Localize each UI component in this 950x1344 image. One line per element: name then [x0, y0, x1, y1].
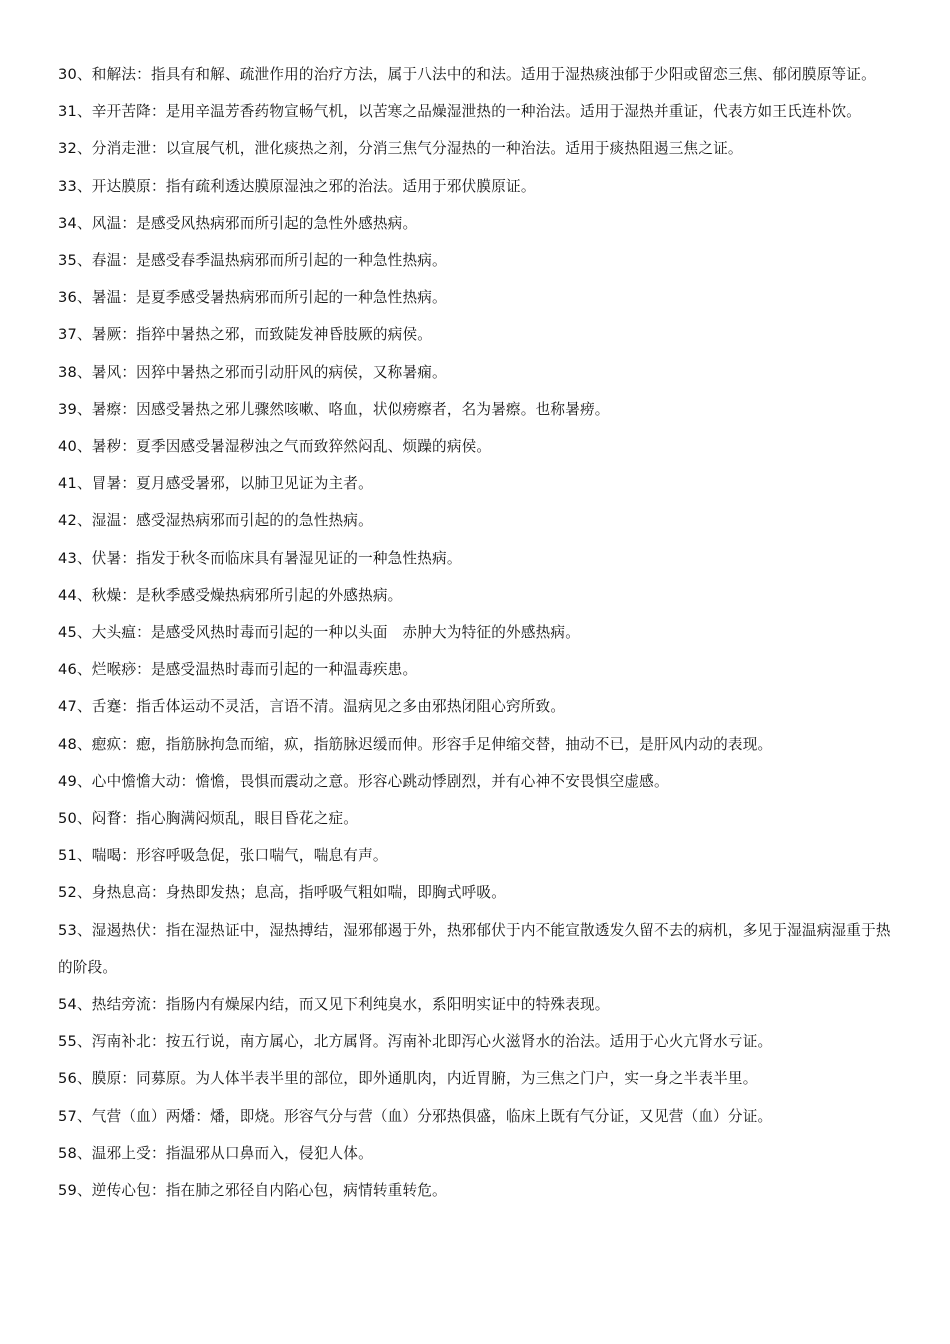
entry-term: 开达膜原	[91, 177, 151, 195]
glossary-entry	[58, 726, 898, 763]
entry-definition: 是秋季感受燥热病邪所引起的外感热病。	[136, 586, 403, 604]
entry-term: 泻南补北	[91, 1033, 151, 1051]
term-separator: ：	[150, 921, 166, 939]
term-separator: ：	[121, 512, 137, 530]
entry-term: 伏暑	[91, 549, 122, 567]
entry-term: 秋燥	[91, 586, 122, 604]
entry-definition: 指在湿热证中，湿热搏结，湿邪郁遏于外，热邪郁伏于内不能宣散透发久留不去的病机，多见于湿温病湿重于热的阶段。	[58, 921, 891, 976]
entry-definition: 按五行说，南方属心，北方属肾。泻南补北即泻心火滋肾水的治法。适用于心火亢肾水亏证。	[165, 1033, 773, 1051]
entry-number: 49	[58, 772, 77, 790]
entry-number: 41	[58, 475, 77, 493]
glossary-entry	[58, 428, 898, 465]
entry-definition: 燔，即烧。形容气分与营（血）分邪热俱盛，临床上既有气分证，又见营（血）分证。	[210, 1107, 773, 1125]
number-separator: 、	[76, 698, 92, 716]
number-separator: 、	[76, 884, 92, 902]
glossary-entry	[58, 688, 898, 725]
entry-number: 52	[58, 884, 77, 902]
number-separator: 、	[76, 177, 92, 195]
entry-definition: 指有疏利透达膜原湿浊之邪的治法。适用于邪伏膜原证。	[165, 177, 536, 195]
entry-term: 和解法	[91, 66, 137, 83]
entry-number: 37	[58, 326, 77, 344]
entry-definition: 夏季因感受暑湿秽浊之气而致猝然闷乱、烦躁的病侯。	[136, 438, 492, 456]
entry-definition: 指猝中暑热之邪，而致陡发神昏肢厥的病侯。	[136, 326, 433, 344]
glossary-entry	[58, 1098, 898, 1135]
entry-number: 47	[58, 698, 77, 716]
entry-number: 48	[58, 735, 77, 753]
entry-number: 44	[58, 586, 77, 604]
entry-number: 40	[58, 438, 77, 456]
entry-definition: 因感受暑热之邪儿骤然咳嗽、咯血，状似痨瘵者，名为暑瘵。也称暑痨。	[136, 400, 610, 418]
number-separator: 、	[76, 1070, 92, 1088]
entry-term: 暑秽	[91, 438, 122, 456]
term-separator: ：	[121, 326, 137, 344]
glossary-entry	[58, 800, 898, 837]
glossary-entry	[58, 1060, 898, 1097]
entry-term: 春温	[91, 252, 122, 270]
number-separator: 、	[76, 140, 92, 158]
entry-term: 冒暑	[91, 475, 122, 493]
entry-definition: 指温邪从口鼻而入，侵犯人体。	[165, 1144, 373, 1162]
term-separator: ：	[121, 698, 137, 716]
term-separator: ：	[136, 624, 151, 642]
document-page	[58, 56, 898, 1209]
glossary-entry	[58, 130, 898, 167]
entry-number: 54	[58, 996, 77, 1014]
entry-number: 35	[58, 252, 77, 270]
entry-definition: 因猝中暑热之邪而引动肝风的病侯，又称暑痫。	[136, 363, 447, 381]
entry-number: 34	[58, 214, 77, 232]
entry-definition: 指具有和解、疏泄作用的治疗方法，属于八法中的和法。适用于湿热痰浊郁于少阳或留恋三焦、郁闭膜原等证。	[150, 66, 876, 83]
number-separator: 、	[76, 326, 92, 344]
glossary-entry	[58, 279, 898, 316]
term-separator: ：	[121, 252, 137, 270]
number-separator: 、	[76, 103, 92, 121]
term-separator: ：	[195, 1107, 211, 1125]
term-separator: ：	[150, 1144, 166, 1162]
entry-definition: 指肠内有燥屎内结，而又见下利纯臭水，系阳明实证中的特殊表现。	[165, 996, 610, 1014]
entry-number: 33	[58, 177, 77, 195]
term-separator: ：	[121, 549, 137, 567]
entry-number: 56	[58, 1070, 77, 1088]
entry-number: 58	[58, 1144, 77, 1162]
glossary-entry	[58, 986, 898, 1023]
entry-number: 51	[58, 847, 77, 865]
glossary-entry	[58, 168, 898, 205]
term-separator: ：	[150, 996, 166, 1014]
entry-definition: 是感受春季温热病邪而所引起的一种急性热病。	[136, 252, 447, 270]
entry-number: 53	[58, 921, 77, 939]
entry-number: 39	[58, 400, 77, 418]
entry-term: 风温	[91, 214, 122, 232]
number-separator: 、	[76, 624, 92, 642]
number-separator: 、	[76, 1144, 92, 1162]
entry-definition: 指在肺之邪径自内陷心包，病情转重转危。	[165, 1182, 447, 1200]
entry-term: 温邪上受	[91, 1144, 151, 1162]
number-separator: 、	[76, 847, 92, 865]
number-separator: 、	[76, 289, 92, 307]
entry-number: 42	[58, 512, 77, 530]
glossary-entry	[58, 56, 898, 93]
entry-term: 暑风	[91, 363, 122, 381]
number-separator: 、	[76, 735, 92, 753]
entry-number: 43	[58, 549, 77, 567]
number-separator: 、	[76, 66, 92, 83]
entry-definition: 是感受温热时毒而引起的一种温毒疾患。	[150, 661, 418, 679]
number-separator: 、	[76, 512, 92, 530]
entry-term: 闷瞀	[91, 810, 122, 828]
entry-number: 45	[58, 624, 77, 642]
term-separator: ：	[121, 586, 137, 604]
entry-number: 55	[58, 1033, 77, 1051]
term-separator: ：	[150, 884, 166, 902]
entry-number: 59	[58, 1182, 77, 1200]
number-separator: 、	[76, 921, 92, 939]
glossary-entry	[58, 1172, 898, 1209]
term-separator: ：	[121, 475, 137, 493]
entry-term: 暑瘵	[91, 400, 122, 418]
glossary-entry	[58, 912, 898, 986]
number-separator: 、	[76, 214, 92, 232]
entry-definition: 形容呼吸急促，张口喘气，喘息有声。	[136, 847, 388, 865]
entry-term: 分消走泄	[91, 140, 151, 158]
entry-number: 31	[58, 103, 77, 121]
entry-definition: 是感受风热时毒而引起的一种以头面 赤肿大为特征的外感热病。	[150, 624, 580, 642]
number-separator: 、	[76, 661, 92, 679]
number-separator: 、	[76, 810, 92, 828]
entry-definition: 是夏季感受暑热病邪而所引起的一种急性热病。	[136, 289, 447, 307]
glossary-entry	[58, 354, 898, 391]
entry-term: 暑厥	[91, 326, 122, 344]
term-separator: ：	[150, 177, 166, 195]
entry-term: 舌蹇	[91, 698, 122, 716]
number-separator: 、	[76, 438, 92, 456]
glossary-entry	[58, 1023, 898, 1060]
entry-definition: 指心胸满闷烦乱，眼目昏花之症。	[136, 810, 359, 828]
glossary-entry	[58, 540, 898, 577]
term-separator: ：	[121, 847, 137, 865]
term-separator: ：	[121, 363, 137, 381]
number-separator: 、	[76, 1033, 92, 1051]
entry-definition: 夏月感受暑邪，以肺卫见证为主者。	[136, 475, 373, 493]
entry-term: 大头瘟	[91, 624, 137, 642]
glossary-entry	[58, 93, 898, 130]
glossary-entry	[58, 577, 898, 614]
entry-number: 36	[58, 289, 77, 307]
entry-definition: 身热即发热；息高，指呼吸气粗如喘，即胸式呼吸。	[165, 884, 507, 902]
entry-term: 瘛疭	[91, 735, 122, 753]
term-separator: ：	[150, 103, 166, 121]
entry-term: 膜原	[91, 1070, 122, 1088]
entry-definition: 瘛，指筋脉拘急而缩，疭，指筋脉迟缓而伸。形容手足伸缩交替，抽动不已，是肝风内动的表现。	[136, 735, 773, 753]
term-separator: ：	[180, 772, 196, 790]
number-separator: 、	[76, 586, 92, 604]
glossary-entry	[58, 874, 898, 911]
term-separator: ：	[121, 289, 137, 307]
term-separator: ：	[150, 1182, 166, 1200]
glossary-entry	[58, 242, 898, 279]
term-separator: ：	[121, 810, 137, 828]
entry-term: 热结旁流	[91, 996, 151, 1014]
number-separator: 、	[76, 475, 92, 493]
number-separator: 、	[76, 996, 92, 1014]
glossary-entry	[58, 1135, 898, 1172]
number-separator: 、	[76, 549, 92, 567]
entry-term: 辛开苦降	[91, 103, 151, 121]
term-separator: ：	[136, 66, 151, 83]
entry-definition: 指发于秋冬而临床具有暑湿见证的一种急性热病。	[136, 549, 462, 567]
number-separator: 、	[76, 1182, 92, 1200]
number-separator: 、	[76, 400, 92, 418]
entry-number: 32	[58, 140, 77, 158]
entry-number: 38	[58, 363, 77, 381]
entry-definition: 憺憺，畏惧而震动之意。形容心跳动悸剧烈，并有心神不安畏惧空虚感。	[195, 772, 669, 790]
glossary-entry	[58, 205, 898, 242]
entry-number: 30	[58, 66, 77, 83]
entry-term: 身热息高	[91, 884, 151, 902]
entry-definition: 是感受风热病邪而所引起的急性外感热病。	[136, 214, 418, 232]
entry-term: 心中憺憺大动	[91, 772, 181, 790]
term-separator: ：	[121, 1070, 137, 1088]
entry-definition: 感受湿热病邪而引起的的急性热病。	[136, 512, 373, 530]
entry-term: 烂喉痧	[91, 661, 137, 679]
term-separator: ：	[121, 214, 137, 232]
number-separator: 、	[76, 363, 92, 381]
term-separator: ：	[136, 661, 151, 679]
glossary-entry	[58, 837, 898, 874]
glossary-entry	[58, 316, 898, 353]
entry-term: 气营（血）两燔	[91, 1107, 196, 1125]
entry-definition: 是用辛温芳香药物宣畅气机，以苦寒之品燥湿泄热的一种治法。适用于湿热并重证，代表方如王氏连朴饮。	[165, 103, 862, 121]
entry-definition: 以宣展气机，泄化痰热之剂，分消三焦气分湿热的一种治法。适用于痰热阻遏三焦之证。	[165, 140, 743, 158]
number-separator: 、	[76, 772, 92, 790]
glossary-entry	[58, 391, 898, 428]
glossary-entry	[58, 651, 898, 688]
entry-definition: 指舌体运动不灵活，言语不清。温病见之多由邪热闭阻心窍所致。	[136, 698, 566, 716]
term-separator: ：	[121, 438, 137, 456]
entry-number: 46	[58, 661, 77, 679]
entry-definition: 同募原。为人体半表半里的部位，即外通肌肉，内近胃腑，为三焦之门户，实一身之半表半里。	[136, 1070, 758, 1088]
glossary-entry	[58, 502, 898, 539]
glossary-entry	[58, 465, 898, 502]
number-separator: 、	[76, 252, 92, 270]
entry-term: 湿遏热伏	[91, 921, 151, 939]
entry-term: 逆传心包	[91, 1182, 151, 1200]
entry-number: 50	[58, 810, 77, 828]
term-separator: ：	[150, 1033, 166, 1051]
entry-term: 暑温	[91, 289, 122, 307]
entry-term: 湿温	[91, 512, 122, 530]
entry-term: 喘喝	[91, 847, 122, 865]
term-separator: ：	[150, 140, 166, 158]
number-separator: 、	[76, 1107, 92, 1125]
term-separator: ：	[121, 400, 137, 418]
entry-number: 57	[58, 1107, 77, 1125]
glossary-entry	[58, 614, 898, 651]
term-separator: ：	[121, 735, 137, 753]
glossary-entry	[58, 763, 898, 800]
